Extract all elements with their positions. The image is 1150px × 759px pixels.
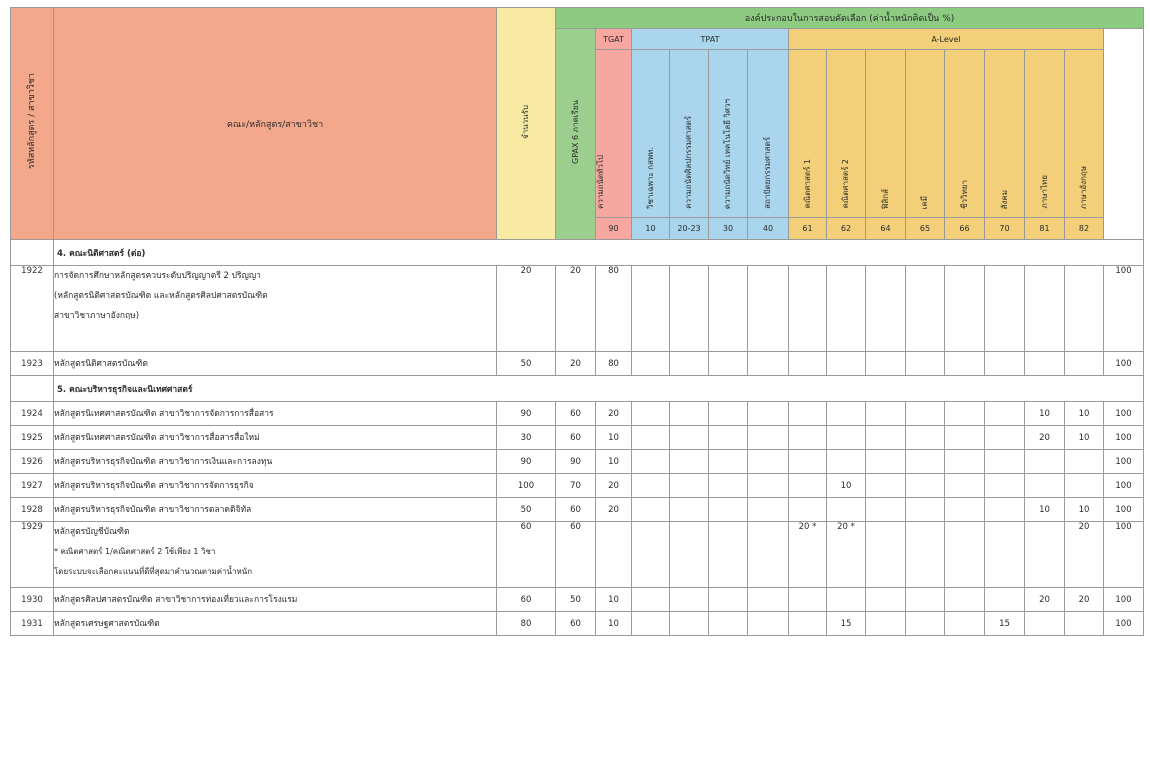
program-name <box>54 498 497 522</box>
score-cell <box>985 426 1025 450</box>
score-cell <box>945 612 985 636</box>
table-header <box>11 8 1144 240</box>
score-cell <box>827 352 866 376</box>
score-cell <box>748 612 789 636</box>
score-cell: 80 <box>596 266 632 352</box>
score-cell: 10 <box>1065 498 1104 522</box>
score-cell <box>866 474 906 498</box>
seats-value: 60 <box>497 522 556 588</box>
score-cell <box>1065 612 1104 636</box>
program-line <box>54 326 496 346</box>
gpax-value: 60 <box>556 426 596 450</box>
score-cell <box>906 426 945 450</box>
score-cell <box>709 402 748 426</box>
score-cell <box>632 588 670 612</box>
program-name <box>54 352 497 376</box>
program-row <box>11 402 1144 426</box>
score-cell: 15 <box>985 612 1025 636</box>
subject-label: ความถนัดศิลปกรรมศาสตร์ <box>684 116 693 209</box>
score-cell: 10 <box>1025 498 1065 522</box>
score-cell <box>1025 352 1065 376</box>
subject-code: 81 <box>1025 218 1065 240</box>
section-title: 4. คณะนิติศาสตร์ (ต่อ) <box>54 240 1144 266</box>
subject-header <box>789 50 827 218</box>
score-cell <box>1065 474 1104 498</box>
score-cell <box>866 522 906 588</box>
score-cell <box>985 266 1025 352</box>
score-cell: 10 <box>1025 402 1065 426</box>
score-cell <box>866 450 906 474</box>
score-cell: 10 <box>596 612 632 636</box>
tgat-group-header: TGAT <box>596 29 632 50</box>
score-cell <box>945 352 985 376</box>
program-code: 1931 <box>11 612 54 636</box>
score-cell <box>632 498 670 522</box>
section-row <box>11 376 1144 402</box>
score-cell <box>709 522 748 588</box>
seats-value: 100 <box>497 474 556 498</box>
score-cell <box>1025 612 1065 636</box>
program-code: 1926 <box>11 450 54 474</box>
score-cell <box>789 402 827 426</box>
score-cell <box>748 498 789 522</box>
program-line: * คณิตศาสตร์ 1/คณิตศาสตร์ 2 ใช้เพียง 1 วิชา <box>54 547 216 556</box>
program-row <box>11 612 1144 636</box>
score-cell <box>789 352 827 376</box>
subject-code: 66 <box>945 218 985 240</box>
total-value: 100 <box>1104 426 1144 450</box>
score-cell <box>1025 450 1065 474</box>
program-name <box>54 426 497 450</box>
score-cell <box>1065 450 1104 474</box>
subject-label: วิชาเฉพาะ กสพท. <box>645 146 655 209</box>
program-row <box>11 474 1144 498</box>
subject-code: 90 <box>596 218 632 240</box>
program-line: หลักสูตรบริหารธุรกิจบัณฑิต สาขาวิชาการจัดการธุรกิจ <box>54 480 254 491</box>
subject-label: คณิตศาสตร์ 2 <box>841 159 850 209</box>
subject-header <box>1025 50 1065 218</box>
program-line: (หลักสูตรนิติศาสตรบัณฑิต และหลักสูตรศิลปศาสตรบัณฑิต <box>54 291 268 301</box>
score-cell: 80 <box>596 352 632 376</box>
score-cell <box>906 522 945 588</box>
subject-label: ความถนัดวิทย์ เทคโนโลยี วิศวฯ <box>723 98 732 209</box>
score-cell <box>945 402 985 426</box>
program-code: 1922 <box>11 266 54 352</box>
subject-code: 82 <box>1065 218 1104 240</box>
program-code: 1930 <box>11 588 54 612</box>
subject-code: 65 <box>906 218 945 240</box>
score-cell <box>670 402 709 426</box>
score-cell <box>827 498 866 522</box>
program-name <box>54 402 497 426</box>
score-cell <box>789 474 827 498</box>
score-cell: 10 <box>596 426 632 450</box>
program-row <box>11 352 1144 376</box>
program-name <box>54 474 497 498</box>
score-cell <box>709 450 748 474</box>
score-cell <box>709 498 748 522</box>
score-cell <box>709 588 748 612</box>
subject-header <box>906 50 945 218</box>
program-code: 1925 <box>11 426 54 450</box>
score-cell <box>748 450 789 474</box>
score-cell <box>866 588 906 612</box>
score-cell <box>1065 352 1104 376</box>
program-line: หลักสูตรศิลปศาสตรบัณฑิต สาขาวิชาการท่องเที่ยวและการโรงแรม <box>54 594 298 605</box>
score-cell: 20 <box>1065 588 1104 612</box>
subject-header <box>596 50 632 218</box>
program-row <box>11 588 1144 612</box>
score-cell <box>945 498 985 522</box>
score-cell: 10 <box>596 450 632 474</box>
score-cell <box>670 450 709 474</box>
subject-code: 30 <box>709 218 748 240</box>
program-row <box>11 450 1144 474</box>
score-cell <box>866 426 906 450</box>
gpax-value: 70 <box>556 474 596 498</box>
subject-header <box>945 50 985 218</box>
score-cell <box>748 352 789 376</box>
score-cell <box>789 266 827 352</box>
score-cell <box>985 522 1025 588</box>
program-name <box>54 612 497 636</box>
score-cell <box>866 612 906 636</box>
score-cell: 20 <box>596 498 632 522</box>
subject-header <box>985 50 1025 218</box>
score-cell <box>709 426 748 450</box>
score-cell <box>748 474 789 498</box>
score-cell <box>709 266 748 352</box>
score-cell <box>632 426 670 450</box>
total-value: 100 <box>1104 352 1144 376</box>
program-code: 1929 <box>11 522 54 588</box>
total-value: 100 <box>1104 266 1144 352</box>
score-cell <box>985 450 1025 474</box>
program-row <box>11 426 1144 450</box>
score-cell <box>632 522 670 588</box>
score-cell <box>827 266 866 352</box>
subject-header <box>632 50 670 218</box>
score-cell <box>985 352 1025 376</box>
score-cell <box>632 450 670 474</box>
program-row <box>11 498 1144 522</box>
subject-label: คณิตศาสตร์ 1 <box>802 159 812 209</box>
subject-label: สถาปัตยกรรมศาสตร์ <box>763 137 772 209</box>
program-line: หลักสูตรบริหารธุรกิจบัณฑิต สาขาวิชาการเงินและการลงทุน <box>54 456 273 467</box>
gpax-value: 50 <box>556 588 596 612</box>
subject-label: ภาษาอังกฤษ <box>1079 165 1088 209</box>
score-cell: 10 <box>827 474 866 498</box>
score-cell <box>906 612 945 636</box>
score-cell <box>985 402 1025 426</box>
program-line: หลักสูตรบริหารธุรกิจบัณฑิต สาขาวิชาการตลาดดิจิทัล <box>54 504 252 515</box>
score-cell <box>906 498 945 522</box>
score-cell: 20 <box>1065 522 1104 588</box>
score-cell: 15 <box>827 612 866 636</box>
score-cell: 20 * <box>827 522 866 588</box>
gpax-value: 60 <box>556 498 596 522</box>
subject-label: เคมี <box>920 195 929 209</box>
total-value: 100 <box>1104 588 1144 612</box>
subject-code: 61 <box>789 218 827 240</box>
score-cell <box>632 266 670 352</box>
program-name <box>54 588 497 612</box>
program-row <box>11 266 1144 352</box>
gpax-column-header: GPAX 6 ภาคเรียน <box>556 29 596 240</box>
score-cell <box>945 522 985 588</box>
score-cell <box>985 498 1025 522</box>
score-cell <box>827 588 866 612</box>
total-value: 100 <box>1104 498 1144 522</box>
program-line: สาขาวิชาภาษาอังกฤษ) <box>54 311 140 321</box>
score-cell <box>670 612 709 636</box>
score-cell: 10 <box>1065 426 1104 450</box>
score-cell <box>789 612 827 636</box>
program-code: 1923 <box>11 352 54 376</box>
subject-label: ฟิสิกส์ <box>880 188 890 209</box>
subject-code: 20-23 <box>670 218 709 240</box>
total-value: 100 <box>1104 450 1144 474</box>
score-cell <box>748 426 789 450</box>
score-cell <box>632 474 670 498</box>
program-line: หลักสูตรนิเทศศาสตรบัณฑิต สาขาวิชาการสื่อสารสื่อใหม่ <box>54 432 260 443</box>
score-cell <box>906 266 945 352</box>
score-cell <box>1065 266 1104 352</box>
score-cell <box>945 474 985 498</box>
total-value: 100 <box>1104 522 1144 588</box>
score-cell <box>670 588 709 612</box>
program-line: หลักสูตรนิเทศศาสตรบัณฑิต สาขาวิชาการจัดการการสื่อสาร <box>54 408 274 419</box>
subject-header <box>827 50 866 218</box>
score-cell: 20 <box>1025 588 1065 612</box>
score-cell <box>748 266 789 352</box>
score-cell <box>985 474 1025 498</box>
score-cell <box>789 450 827 474</box>
score-cell <box>670 498 709 522</box>
gpax-value: 20 <box>556 352 596 376</box>
seats-value: 30 <box>497 426 556 450</box>
tpat-group-header: TPAT <box>632 29 789 50</box>
subject-header <box>670 50 709 218</box>
program-line: การจัดการศึกษาหลักสูตรควบระดับปริญญาตรี 2 ปริญญา <box>54 271 261 281</box>
program-row <box>11 522 1144 588</box>
program-name <box>54 522 497 588</box>
score-cell <box>789 588 827 612</box>
code-column-header: รหัสหลักสูตร / สาขาวิชา <box>11 8 54 240</box>
section-title: 5. คณะบริหารธุรกิจและนิเทศศาสตร์ <box>54 376 1144 402</box>
score-cell: 20 <box>1025 426 1065 450</box>
seats-value: 60 <box>497 588 556 612</box>
score-cell <box>827 402 866 426</box>
score-cell <box>670 474 709 498</box>
program-code: 1928 <box>11 498 54 522</box>
table-body <box>11 240 1144 636</box>
subject-code: 10 <box>632 218 670 240</box>
seats-column-header: จำนวนรับ <box>497 8 556 240</box>
score-cell: 20 <box>596 402 632 426</box>
score-cell <box>945 266 985 352</box>
score-cell <box>1025 474 1065 498</box>
score-cell <box>985 588 1025 612</box>
score-cell <box>670 522 709 588</box>
gpax-value: 20 <box>556 266 596 352</box>
score-cell <box>866 352 906 376</box>
total-value: 100 <box>1104 474 1144 498</box>
score-cell <box>945 426 985 450</box>
section-row <box>11 240 1144 266</box>
gpax-value: 60 <box>556 612 596 636</box>
admission-criteria-table <box>10 7 1144 636</box>
program-line: หลักสูตรนิติศาสตรบัณฑิต <box>54 358 148 369</box>
gpax-value: 90 <box>556 450 596 474</box>
score-cell <box>866 402 906 426</box>
score-cell <box>945 588 985 612</box>
program-name <box>54 266 497 352</box>
score-cell <box>670 352 709 376</box>
gpax-value: 60 <box>556 522 596 588</box>
score-cell <box>906 474 945 498</box>
section-code-cell <box>11 376 54 402</box>
score-cell <box>906 402 945 426</box>
subject-header <box>709 50 748 218</box>
score-cell <box>906 352 945 376</box>
subject-label: ภาษาไทย <box>1039 175 1049 209</box>
alevel-group-header: A-Level <box>789 29 1104 50</box>
score-cell: 20 <box>596 474 632 498</box>
score-cell <box>632 612 670 636</box>
seats-value: 80 <box>497 612 556 636</box>
score-cell <box>827 450 866 474</box>
program-line: หลักสูตรเศรษฐศาสตรบัณฑิต <box>54 618 160 629</box>
program-code: 1927 <box>11 474 54 498</box>
components-header: องค์ประกอบในการสอบคัดเลือก (ค่าน้ำหนักคิดเป็น %) <box>556 8 1144 29</box>
score-cell: 10 <box>596 588 632 612</box>
program-column-header: คณะ/หลักสูตร/สาขาวิชา <box>54 8 497 240</box>
score-cell <box>866 266 906 352</box>
score-cell <box>709 612 748 636</box>
subject-label: ความถนัดทั่วไป <box>596 155 605 209</box>
score-cell: 20 * <box>789 522 827 588</box>
total-value: 100 <box>1104 402 1144 426</box>
program-line: หลักสูตรบัญชีบัณฑิต <box>54 527 130 537</box>
score-cell <box>632 352 670 376</box>
score-cell <box>748 588 789 612</box>
program-line: โดยระบบจะเลือกคะแนนที่ดีที่สุดมาคำนวณตามค่าน้ำหนัก <box>54 567 253 576</box>
score-cell <box>670 266 709 352</box>
subject-label: ชีววิทยา <box>959 180 969 209</box>
score-cell <box>789 426 827 450</box>
score-cell <box>632 402 670 426</box>
score-cell <box>906 588 945 612</box>
score-cell <box>1025 266 1065 352</box>
program-name <box>54 450 497 474</box>
subject-header <box>1065 50 1104 218</box>
subject-code: 70 <box>985 218 1025 240</box>
subject-code: 64 <box>866 218 906 240</box>
score-cell <box>709 352 748 376</box>
subject-code: 40 <box>748 218 789 240</box>
score-cell <box>596 522 632 588</box>
score-cell <box>866 498 906 522</box>
subject-header <box>866 50 906 218</box>
section-code-cell <box>11 240 54 266</box>
subject-label: สังคม <box>999 189 1009 209</box>
score-cell <box>709 474 748 498</box>
score-cell <box>789 498 827 522</box>
gpax-value: 60 <box>556 402 596 426</box>
score-cell <box>748 522 789 588</box>
score-cell <box>1025 522 1065 588</box>
seats-value: 50 <box>497 352 556 376</box>
score-cell <box>827 426 866 450</box>
subject-code: 62 <box>827 218 866 240</box>
score-cell <box>670 426 709 450</box>
seats-value: 20 <box>497 266 556 352</box>
score-cell: 10 <box>1065 402 1104 426</box>
score-cell <box>906 450 945 474</box>
score-cell <box>945 450 985 474</box>
subject-header <box>748 50 789 218</box>
total-value: 100 <box>1104 612 1144 636</box>
seats-value: 50 <box>497 498 556 522</box>
seats-value: 90 <box>497 402 556 426</box>
program-code: 1924 <box>11 402 54 426</box>
seats-value: 90 <box>497 450 556 474</box>
score-cell <box>748 402 789 426</box>
